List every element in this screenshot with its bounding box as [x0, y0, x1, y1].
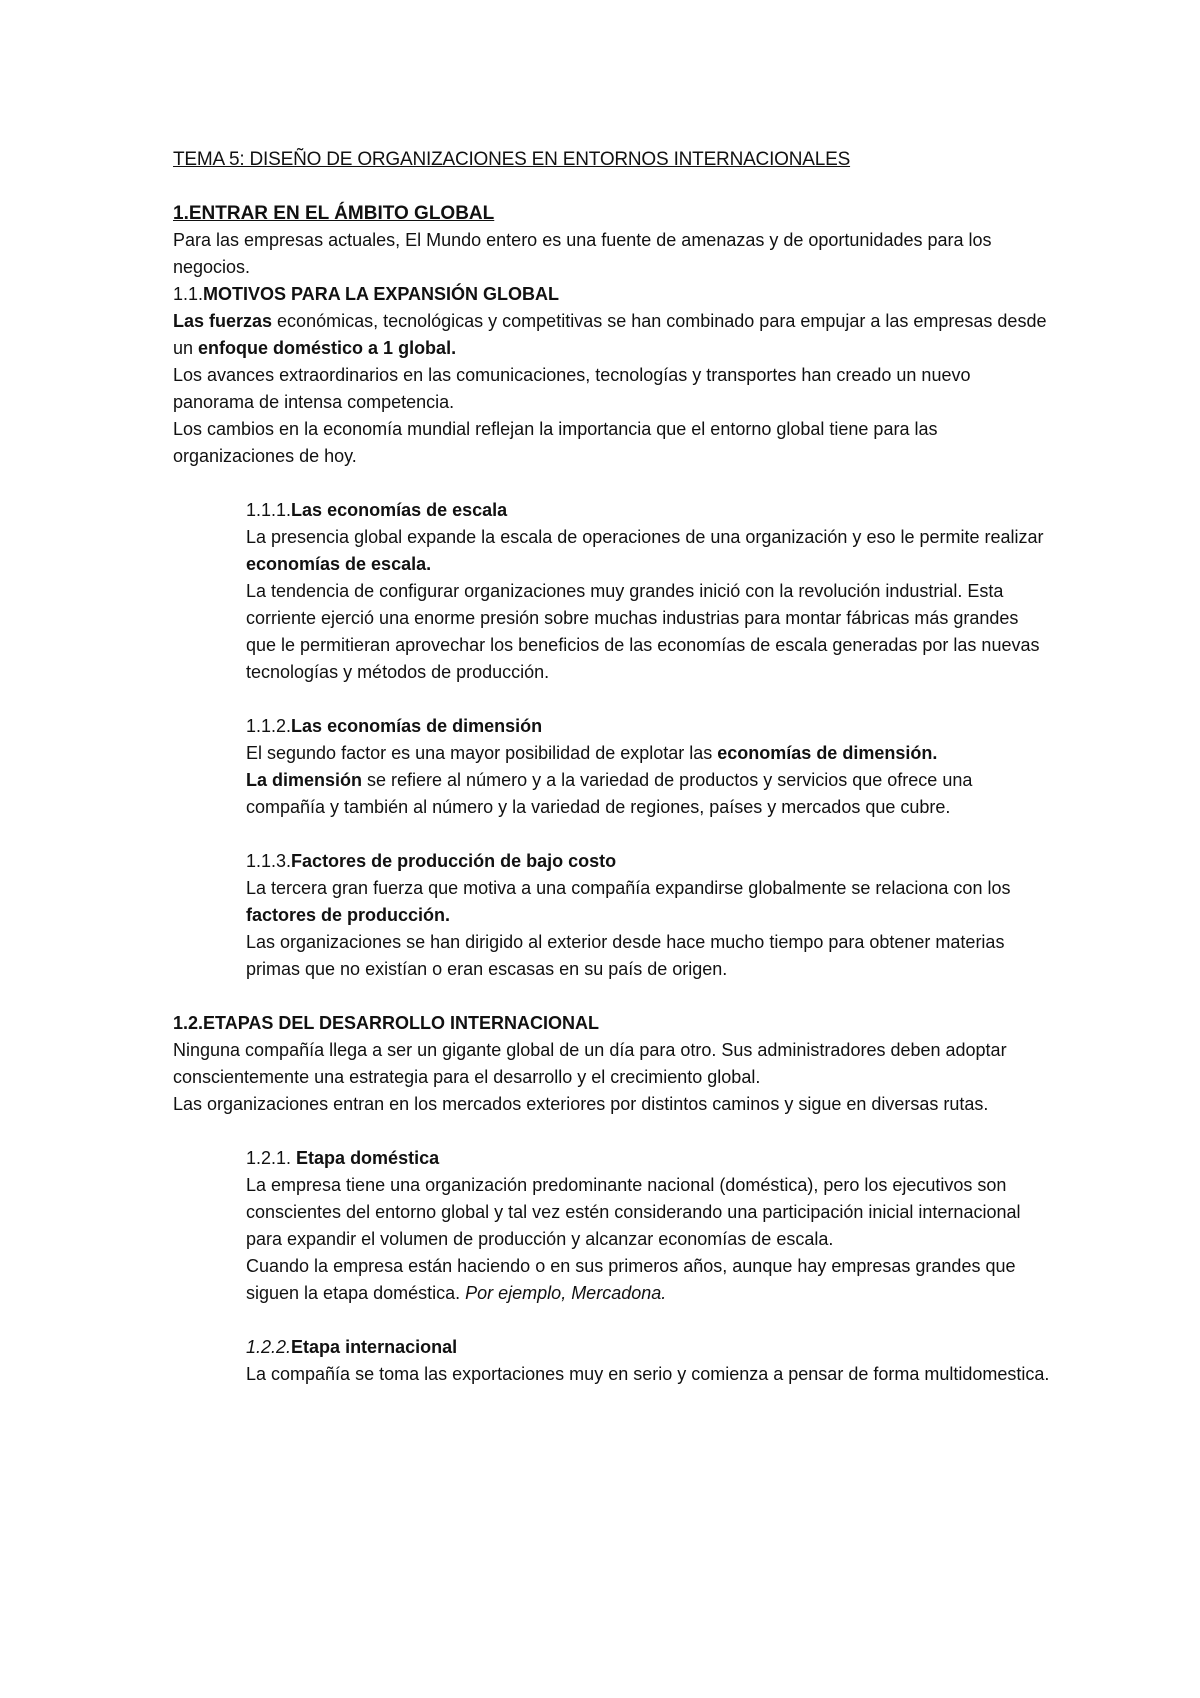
section-1-1-3-paragraph-2: Las organizaciones se han dirigido al exterior desde hace mucho tiempo para obtener materias primas que no existían o eran escasas en su país de origen. [246, 932, 1005, 979]
bold-text: La dimensión [246, 770, 363, 790]
section-number: 1.1.3. [246, 851, 292, 871]
section-1-1-3-heading [246, 848, 1053, 875]
section-1-1-2-paragraph-1 [246, 740, 1053, 767]
section-number: 1.2.1. [246, 1148, 297, 1168]
spacer [173, 983, 1053, 1010]
section-1-1-heading [173, 281, 1053, 308]
paragraph-text: La presencia global expande la escala de operaciones de una organización y eso le permite realizar [246, 527, 1044, 547]
spacer [173, 470, 1053, 497]
section-1-2-1-paragraph-1: La empresa tiene una organización predominante nacional (doméstica), pero los ejecutivos son conscientes del entorno global y tal vez estén considerando una participación inicial internacional para expandir el volumen de producción y alcanzar economías de escala. [246, 1175, 1021, 1249]
section-1-2-paragraph-1: Ninguna compañía llega a ser un gigante global de un día para otro. Sus administradores deben adoptar conscientemente una estrategia para el desarrollo y el crecimiento global. [173, 1040, 1007, 1087]
section-1-1-number: 1.1. [173, 284, 204, 304]
section-1-1-title: MOTIVOS PARA LA EXPANSIÓN GLOBAL [203, 284, 560, 304]
section-1-1-3 [246, 848, 1053, 983]
section-1-2-paragraph-2: Las organizaciones entran en los mercados exteriores por distintos caminos y sigue en diversas rutas. [173, 1094, 989, 1114]
paragraph-text: Cuando la empresa están haciendo o en sus primeros años, aunque hay empresas grandes que siguen la etapa doméstica. [246, 1256, 1016, 1303]
section-1-2-1 [246, 1145, 1053, 1307]
document-body [173, 146, 1053, 1388]
section-1-1-1-paragraph-1 [246, 524, 1053, 578]
section-1-2-1-heading [246, 1145, 1053, 1172]
italic-example: Por ejemplo, Mercadona. [465, 1283, 667, 1303]
spacer [173, 1118, 1053, 1145]
spacer [173, 821, 1053, 848]
spacer [173, 1307, 1053, 1334]
section-1-1-paragraph-2: Los avances extraordinarios en las comunicaciones, tecnologías y transportes han creado un nuevo panorama de intensa competencia. [173, 365, 971, 412]
section-1-2-2 [246, 1334, 1053, 1388]
paragraph-text: se refiere al número y a la variedad de productos y servicios que ofrece una compañía y también al número y la variedad de regiones, países y mercados que cubre. [246, 770, 973, 817]
bold-text: economías de escala. [246, 554, 432, 574]
section-1-1-paragraph-3: Los cambios en la economía mundial reflejan la importancia que el entorno global tiene para las organizaciones de hoy. [173, 419, 938, 466]
bold-text: factores de producción. [246, 905, 451, 925]
section-title: Las economías de dimensión [291, 716, 543, 736]
bold-text: Las fuerzas [173, 311, 273, 331]
section-title: Las economías de escala [291, 500, 508, 520]
section-1-1-1-paragraph-2: La tendencia de configurar organizaciones muy grandes inició con la revolución industrial. Esta corriente ejerció una enorme presión sobre muchas industrias para montar fábricas más grandes que le permitieran aprovechar los beneficios de las economías de escala generadas por las nuevas tecnologías y métodos de producción. [246, 581, 1040, 682]
paragraph-text: El segundo factor es una mayor posibilidad de explotar las [246, 743, 718, 763]
section-number: 1.1.2. [246, 716, 292, 736]
section-1-1-2-heading [246, 713, 1053, 740]
section-1-2-2-heading [246, 1334, 1053, 1361]
section-1-1-3-paragraph-1 [246, 875, 1053, 929]
section-number: 1.2. [173, 1013, 204, 1033]
section-1-1-paragraph-1 [173, 308, 1053, 362]
section-1-2-2-paragraph-1: La compañía se toma las exportaciones muy en serio y comienza a pensar de forma multidomestica. [246, 1364, 1050, 1384]
section-1-intro: Para las empresas actuales, El Mundo entero es una fuente de amenazas y de oportunidades para los negocios. [173, 230, 992, 277]
paragraph-text: económicas, tecnológicas y competitivas se han combinado para empujar a las empresas desde un [173, 311, 1047, 358]
section-1-2-heading [173, 1010, 1053, 1037]
section-1-heading: 1.ENTRAR EN EL ÁMBITO GLOBAL [173, 203, 495, 224]
section-number: 1.2.2. [246, 1337, 292, 1357]
section-1-1-1 [246, 497, 1053, 686]
section-1-2-1-paragraph-2 [246, 1253, 1053, 1307]
section-number: 1.1.1. [246, 500, 292, 520]
paragraph-text: La tercera gran fuerza que motiva a una compañía expandirse globalmente se relaciona con los [246, 878, 1011, 898]
section-1-1-2 [246, 713, 1053, 821]
section-1-1-2-paragraph-2 [246, 767, 1053, 821]
section-title: ETAPAS DEL DESARROLLO INTERNACIONAL [203, 1013, 600, 1033]
section-title: Etapa internacional [291, 1337, 458, 1357]
bold-text: economías de dimensión. [717, 743, 938, 763]
document-title: TEMA 5: DISEÑO DE ORGANIZACIONES EN ENTORNOS INTERNACIONALES [173, 149, 851, 170]
section-1-1-1-heading [246, 497, 1053, 524]
section-title: Factores de producción de bajo costo [291, 851, 617, 871]
section-title: Etapa doméstica [296, 1148, 440, 1168]
spacer [173, 686, 1053, 713]
bold-text: enfoque doméstico a 1 global. [198, 338, 457, 358]
